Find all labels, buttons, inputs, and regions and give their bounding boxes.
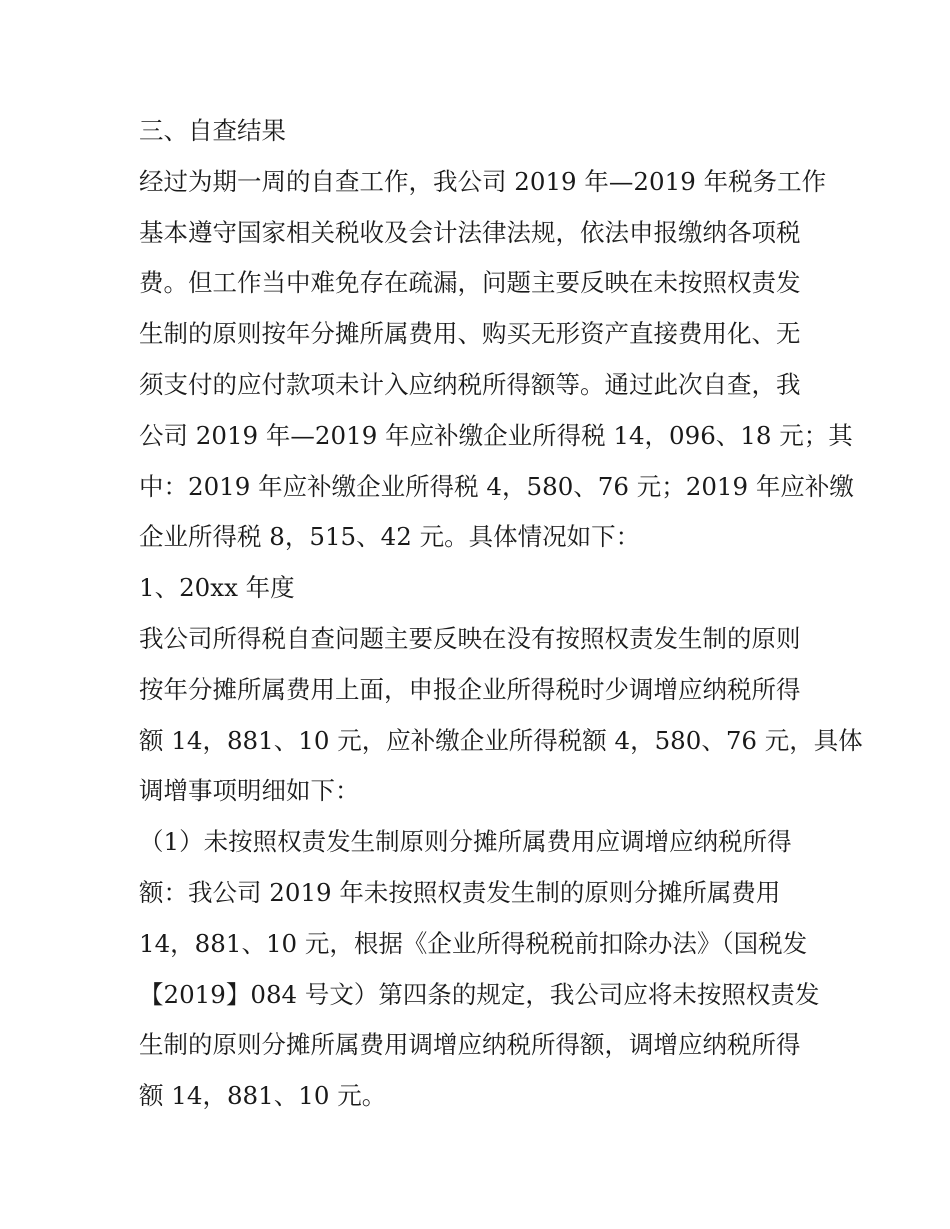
- paragraph-line: 中：2019 年应补缴企业所得税 4，580、76 元；2019 年应补缴: [139, 471, 854, 501]
- paragraph-line: 须支付的应付款项未计入应纳税所得额等。通过此次自查，我: [139, 369, 801, 399]
- paragraph-line: 生制的原则按年分摊所属费用、购买无形资产直接费用化、无: [139, 319, 801, 349]
- paragraph-line: 公司 2019 年—2019 年应补缴企业所得税 14，096、18 元；其: [139, 420, 853, 450]
- paragraph-line: 费。但工作当中难免存在疏漏，问题主要反映在未按照权责发: [139, 268, 801, 298]
- paragraph-line: 额：我公司 2019 年未按照权责发生制的原则分摊所属费用: [139, 877, 781, 907]
- paragraph-line: 14，881、10 元，根据《企业所得税税前扣除办法》（国税发: [139, 928, 808, 958]
- paragraph-line: 额 14，881、10 元。: [139, 1081, 387, 1111]
- document-body: [139, 106, 863, 1122]
- paragraph-line: 按年分摊所属费用上面，申报企业所得税时少调增应纳税所得: [139, 674, 801, 704]
- paragraph-line: 企业所得税 8，515、42 元。具体情况如下：: [139, 522, 641, 552]
- paragraph-line: 【2019】084 号文）第四条的规定，我公司应将未按照权责发: [139, 979, 820, 1009]
- subsection-heading: 1、20xx 年度: [139, 573, 295, 603]
- paragraph-line: 我公司所得税自查问题主要反映在没有按照权责发生制的原则: [139, 623, 801, 653]
- paragraph-line: 调增事项明细如下：: [139, 776, 360, 806]
- paragraph-line: 额 14，881、10 元，应补缴企业所得税额 4，580、76 元，具体: [139, 725, 863, 755]
- list-item-line: （1）未按照权责发生制原则分摊所属费用应调增应纳税所得: [139, 827, 792, 857]
- section-heading: 三、自查结果: [139, 116, 286, 145]
- paragraph-line: 经过为期一周的自查工作，我公司 2019 年—2019 年税务工作: [139, 166, 827, 196]
- paragraph-line: 生制的原则分摊所属费用调增应纳税所得额，调增应纳税所得: [139, 1030, 801, 1060]
- paragraph-line: 基本遵守国家相关税收及会计法律法规，依法申报缴纳各项税: [139, 217, 801, 247]
